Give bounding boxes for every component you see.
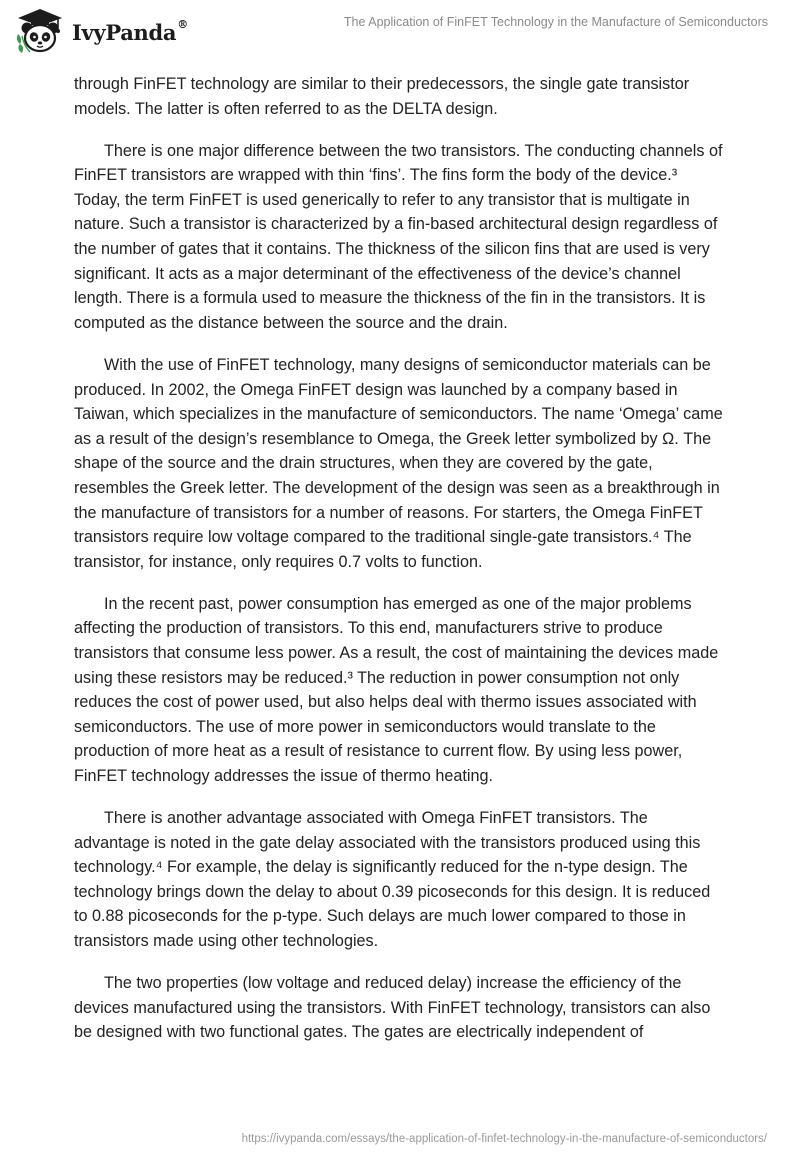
ivypanda-logo[interactable]: [14, 8, 188, 56]
paragraph: There is one major difference between the two transistors. The conducting channels of FinFET transistors are wrapped with thin ‘fins’. The fins form the body of the device.³ Today, the term FinFET is used generically to refer to any transistor that is multigate in nature. Such a transistor is characterized by a fin-based architectural design regardless of the number of gates that it contains. The thickness of the silicon fins that are used is very significant. It acts as a major determinant of the effectiveness of the device’s channel length. There is a formula used to measure the thickness of the fin in the transistors. It is computed as the distance between the source and the drain.: [74, 141, 723, 332]
document-title: The Application of FinFET Technology in the Manufacture of Semiconductors: [343, 15, 768, 29]
paragraph: In the recent past, power consumption has emerged as one of the major problems affecting the production of transistors. To this end, manufacturers strive to produce transistors that consume less power. As a result, the cost of maintaining the devices made using these resistors may be reduced.³ The reduction in power consumption not only reduces the cost of power used, but also helps deal with thermo issues associated with semiconductors. The use of more power in semiconductors would translate to the production of more heat as a result of resistance to current flow. By using less power, FinFET technology addresses the issue of thermo heating.: [74, 594, 719, 785]
essay-content: [74, 72, 726, 1062]
footer-url-link[interactable]: https://ivypanda.com/essays/the-application-of-finfet-technology-in-the-manufacture-of-semiconductors/: [241, 1133, 767, 1145]
brand-name: IvyPanda®: [72, 17, 188, 45]
paragraph: through FinFET technology are similar to their predecessors, the single gate transistor models. The latter is often referred to as the DELTA design.: [74, 75, 690, 118]
paragraph: There is another advantage associated with Omega FinFET transistors. The advantage is noted in the gate delay associated with the transistors produced using this technology.⁴ For example, the delay is significantly reduced for the n-type design. The technology brings down the delay to about 0.39 picoseconds for this design. It is reduced to 0.88 picoseconds for the p-type. Such delays are much lower compared to those in transistors made using other technologies.: [74, 809, 711, 950]
paragraph: With the use of FinFET technology, many designs of semiconductor materials can be produced. In 2002, the Omega FinFET design was launched by a company based in Taiwan, which specializes in the manufacture of semiconductors. The name ‘Omega’ came as a result of the design’s resemblance to Omega, the Greek letter symbolized by Ω. The shape of the source and the drain structures, when they are covered by the gate, resembles the Greek letter. The development of the design was seen as a breakthrough in the manufacture of transistors for a number of reasons. For starters, the Omega FinFET transistors require low voltage compared to the traditional single-gate transistors.⁴ The transistor, for instance, only requires 0.7 volts to function.: [74, 355, 723, 571]
paragraph: The two properties (low voltage and reduced delay) increase the efficiency of the devices manufactured using the transistors. With FinFET technology, transistors can also be designed with two functional gates. The gates are electrically independent of: [74, 974, 711, 1042]
panda-graduate-logo-icon: [14, 8, 66, 56]
page-header: [0, 0, 800, 64]
